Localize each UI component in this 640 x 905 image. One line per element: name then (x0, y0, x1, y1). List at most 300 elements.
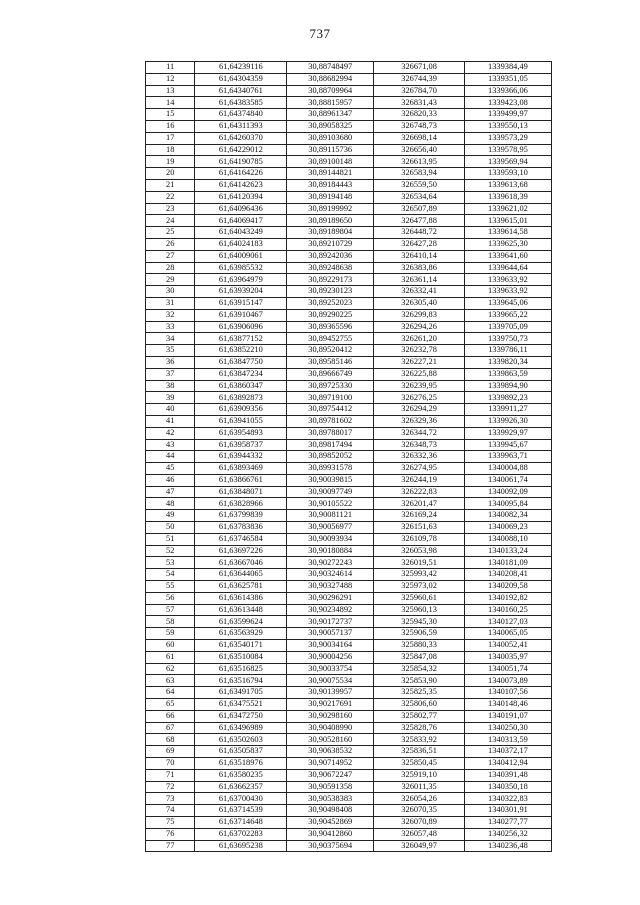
longitude-cell: 30,89115736 (287, 144, 374, 156)
table-row (146, 592, 552, 604)
y-coordinate-cell: 1339633,92 (464, 286, 551, 298)
point-number-cell: 23 (146, 203, 195, 215)
longitude-cell: 30,90075534 (287, 675, 374, 687)
latitude-cell: 61,63644065 (195, 569, 287, 581)
y-coordinate-cell: 1340035,97 (464, 651, 551, 663)
longitude-cell: 30,89585146 (287, 356, 374, 368)
latitude-cell: 61,63667046 (195, 557, 287, 569)
y-coordinate-cell: 1340148,46 (464, 699, 551, 711)
longitude-cell: 30,89230123 (287, 286, 374, 298)
latitude-cell: 61,63540171 (195, 640, 287, 652)
longitude-cell: 30,89100148 (287, 156, 374, 168)
longitude-cell: 30,90234892 (287, 604, 374, 616)
longitude-cell: 30,89754412 (287, 404, 374, 416)
x-coordinate-cell: 325906,59 (374, 628, 465, 640)
latitude-cell: 61,63614386 (195, 592, 287, 604)
x-coordinate-cell: 325836,51 (374, 746, 465, 758)
x-coordinate-cell: 325919,10 (374, 769, 465, 781)
y-coordinate-cell: 1340107,56 (464, 687, 551, 699)
x-coordinate-cell: 326225,88 (374, 368, 465, 380)
point-number-cell: 65 (146, 699, 195, 711)
longitude-cell: 30,89365596 (287, 321, 374, 333)
latitude-cell: 61,64009061 (195, 250, 287, 262)
x-coordinate-cell: 325853,90 (374, 675, 465, 687)
point-number-cell: 28 (146, 262, 195, 274)
longitude-cell: 30,90498408 (287, 805, 374, 817)
table-row (146, 427, 552, 439)
longitude-cell: 30,88748497 (287, 62, 374, 74)
point-number-cell: 67 (146, 722, 195, 734)
point-number-cell: 49 (146, 510, 195, 522)
y-coordinate-cell: 1340208,41 (464, 569, 551, 581)
x-coordinate-cell: 325833,92 (374, 734, 465, 746)
table-row (146, 710, 552, 722)
table-row (146, 463, 552, 475)
table-row (146, 392, 552, 404)
latitude-cell: 61,63475521 (195, 699, 287, 711)
y-coordinate-cell: 1339892,23 (464, 392, 551, 404)
point-number-cell: 13 (146, 85, 195, 97)
x-coordinate-cell: 325850,45 (374, 758, 465, 770)
y-coordinate-cell: 1340322,83 (464, 793, 551, 805)
latitude-cell: 61,64096436 (195, 203, 287, 215)
table-row (146, 297, 552, 309)
longitude-cell: 30,89781602 (287, 415, 374, 427)
y-coordinate-cell: 1340065,05 (464, 628, 551, 640)
point-number-cell: 72 (146, 781, 195, 793)
y-coordinate-cell: 1340256,32 (464, 828, 551, 840)
point-number-cell: 59 (146, 628, 195, 640)
table-row (146, 793, 552, 805)
table-row (146, 675, 552, 687)
x-coordinate-cell: 325880,33 (374, 640, 465, 652)
table-row (146, 699, 552, 711)
y-coordinate-cell: 1340301,91 (464, 805, 551, 817)
y-coordinate-cell: 1339929,97 (464, 427, 551, 439)
table-row (146, 356, 552, 368)
table-row (146, 722, 552, 734)
y-coordinate-cell: 1340372,17 (464, 746, 551, 758)
table-row (146, 156, 552, 168)
y-coordinate-cell: 1340127,03 (464, 616, 551, 628)
longitude-cell: 30,89520412 (287, 345, 374, 357)
table-row (146, 380, 552, 392)
point-number-cell: 75 (146, 817, 195, 829)
table-row (146, 817, 552, 829)
y-coordinate-cell: 1339578,95 (464, 144, 551, 156)
latitude-cell: 61,63877152 (195, 333, 287, 345)
x-coordinate-cell: 326784,70 (374, 85, 465, 97)
point-number-cell: 16 (146, 120, 195, 132)
longitude-cell: 30,89817494 (287, 439, 374, 451)
longitude-cell: 30,90272243 (287, 557, 374, 569)
longitude-cell: 30,90004256 (287, 651, 374, 663)
latitude-cell: 61,64043249 (195, 227, 287, 239)
table-row (146, 321, 552, 333)
latitude-cell: 61,63964979 (195, 274, 287, 286)
x-coordinate-cell: 326698,14 (374, 132, 465, 144)
latitude-cell: 61,63954893 (195, 427, 287, 439)
x-coordinate-cell: 326244,19 (374, 474, 465, 486)
table-row (146, 274, 552, 286)
latitude-cell: 61,64190785 (195, 156, 287, 168)
latitude-cell: 61,63915147 (195, 297, 287, 309)
x-coordinate-cell: 326070,35 (374, 805, 465, 817)
y-coordinate-cell: 1339615,01 (464, 215, 551, 227)
longitude-cell: 30,90672247 (287, 769, 374, 781)
longitude-cell: 30,90056977 (287, 522, 374, 534)
point-number-cell: 68 (146, 734, 195, 746)
point-number-cell: 17 (146, 132, 195, 144)
longitude-cell: 30,90412860 (287, 828, 374, 840)
longitude-cell: 30,89199992 (287, 203, 374, 215)
x-coordinate-cell: 326410,14 (374, 250, 465, 262)
x-coordinate-cell: 326070,89 (374, 817, 465, 829)
longitude-cell: 30,90033754 (287, 663, 374, 675)
table-row (146, 309, 552, 321)
point-number-cell: 70 (146, 758, 195, 770)
point-number-cell: 44 (146, 451, 195, 463)
x-coordinate-cell: 326049,97 (374, 840, 465, 852)
longitude-cell: 30,89103680 (287, 132, 374, 144)
point-number-cell: 55 (146, 581, 195, 593)
y-coordinate-cell: 1339786,11 (464, 345, 551, 357)
y-coordinate-cell: 1339945,67 (464, 439, 551, 451)
latitude-cell: 61,64340761 (195, 85, 287, 97)
table-row (146, 498, 552, 510)
x-coordinate-cell: 325854,32 (374, 663, 465, 675)
table-row (146, 451, 552, 463)
x-coordinate-cell: 326201,47 (374, 498, 465, 510)
table-row (146, 769, 552, 781)
x-coordinate-cell: 326299,83 (374, 309, 465, 321)
y-coordinate-cell: 1339911,27 (464, 404, 551, 416)
y-coordinate-cell: 1339384,49 (464, 62, 551, 74)
longitude-cell: 30,90528160 (287, 734, 374, 746)
y-coordinate-cell: 1339926,30 (464, 415, 551, 427)
x-coordinate-cell: 325802,77 (374, 710, 465, 722)
point-number-cell: 62 (146, 663, 195, 675)
x-coordinate-cell: 326534,64 (374, 191, 465, 203)
point-number-cell: 48 (146, 498, 195, 510)
y-coordinate-cell: 1340133,24 (464, 545, 551, 557)
x-coordinate-cell: 326232,78 (374, 345, 465, 357)
y-coordinate-cell: 1340082,34 (464, 510, 551, 522)
table-row (146, 628, 552, 640)
y-coordinate-cell: 1340088,10 (464, 533, 551, 545)
latitude-cell: 61,63909356 (195, 404, 287, 416)
point-number-cell: 14 (146, 97, 195, 109)
point-number-cell: 43 (146, 439, 195, 451)
longitude-cell: 30,90057137 (287, 628, 374, 640)
y-coordinate-cell: 1339625,30 (464, 238, 551, 250)
longitude-cell: 30,90327488 (287, 581, 374, 593)
longitude-cell: 30,90093934 (287, 533, 374, 545)
point-number-cell: 32 (146, 309, 195, 321)
latitude-cell: 61,63944332 (195, 451, 287, 463)
y-coordinate-cell: 1339863,59 (464, 368, 551, 380)
latitude-cell: 61,63714648 (195, 817, 287, 829)
latitude-cell: 61,63985532 (195, 262, 287, 274)
y-coordinate-cell: 1340061,74 (464, 474, 551, 486)
y-coordinate-cell: 1339641,60 (464, 250, 551, 262)
latitude-cell: 61,64069417 (195, 215, 287, 227)
latitude-cell: 61,63496989 (195, 722, 287, 734)
point-number-cell: 36 (146, 356, 195, 368)
x-coordinate-cell: 326559,50 (374, 179, 465, 191)
point-number-cell: 19 (146, 156, 195, 168)
longitude-cell: 30,89184443 (287, 179, 374, 191)
y-coordinate-cell: 1340192,82 (464, 592, 551, 604)
table-row (146, 616, 552, 628)
x-coordinate-cell: 325945,30 (374, 616, 465, 628)
x-coordinate-cell: 326656,40 (374, 144, 465, 156)
x-coordinate-cell: 326276,25 (374, 392, 465, 404)
point-number-cell: 30 (146, 286, 195, 298)
table-row (146, 545, 552, 557)
table-row (146, 781, 552, 793)
latitude-cell: 61,63563929 (195, 628, 287, 640)
page-number: 737 (309, 26, 331, 41)
latitude-cell: 61,63828966 (195, 498, 287, 510)
table-row (146, 168, 552, 180)
table-row (146, 474, 552, 486)
point-number-cell: 56 (146, 592, 195, 604)
point-number-cell: 38 (146, 380, 195, 392)
point-number-cell: 66 (146, 710, 195, 722)
y-coordinate-cell: 1340095,84 (464, 498, 551, 510)
latitude-cell: 61,64383585 (195, 97, 287, 109)
latitude-cell: 61,63958737 (195, 439, 287, 451)
longitude-cell: 30,89242036 (287, 250, 374, 262)
longitude-cell: 30,90217691 (287, 699, 374, 711)
table-row (146, 651, 552, 663)
table-row (146, 109, 552, 121)
latitude-cell: 61,63697226 (195, 545, 287, 557)
x-coordinate-cell: 326239,95 (374, 380, 465, 392)
longitude-cell: 30,90538383 (287, 793, 374, 805)
latitude-cell: 61,63866761 (195, 474, 287, 486)
point-number-cell: 54 (146, 569, 195, 581)
longitude-cell: 30,90097749 (287, 486, 374, 498)
x-coordinate-cell: 326019,51 (374, 557, 465, 569)
point-number-cell: 74 (146, 805, 195, 817)
point-number-cell: 57 (146, 604, 195, 616)
x-coordinate-cell: 326477,88 (374, 215, 465, 227)
point-number-cell: 46 (146, 474, 195, 486)
y-coordinate-cell: 1339644,64 (464, 262, 551, 274)
latitude-cell: 61,63599624 (195, 616, 287, 628)
longitude-cell: 30,90180884 (287, 545, 374, 557)
point-number-cell: 33 (146, 321, 195, 333)
point-number-cell: 41 (146, 415, 195, 427)
x-coordinate-cell: 326613,95 (374, 156, 465, 168)
x-coordinate-cell: 326332,41 (374, 286, 465, 298)
table-row (146, 132, 552, 144)
y-coordinate-cell: 1340160,25 (464, 604, 551, 616)
coordinates-table-body (146, 62, 552, 852)
table-row (146, 439, 552, 451)
point-number-cell: 29 (146, 274, 195, 286)
latitude-cell: 61,63892873 (195, 392, 287, 404)
y-coordinate-cell: 1339499,97 (464, 109, 551, 121)
longitude-cell: 30,90296291 (287, 592, 374, 604)
latitude-cell: 61,63580235 (195, 769, 287, 781)
y-coordinate-cell: 1340313,59 (464, 734, 551, 746)
y-coordinate-cell: 1340181,09 (464, 557, 551, 569)
latitude-cell: 61,63939204 (195, 286, 287, 298)
table-row (146, 404, 552, 416)
table-row (146, 840, 552, 852)
x-coordinate-cell: 326222,83 (374, 486, 465, 498)
table-row (146, 581, 552, 593)
latitude-cell: 61,64304359 (195, 73, 287, 85)
x-coordinate-cell: 326261,20 (374, 333, 465, 345)
y-coordinate-cell: 1340350,18 (464, 781, 551, 793)
point-number-cell: 31 (146, 297, 195, 309)
y-coordinate-cell: 1340391,48 (464, 769, 551, 781)
longitude-cell: 30,90591358 (287, 781, 374, 793)
table-row (146, 640, 552, 652)
x-coordinate-cell: 326305,40 (374, 297, 465, 309)
table-row (146, 250, 552, 262)
y-coordinate-cell: 1339621,02 (464, 203, 551, 215)
table-row (146, 345, 552, 357)
latitude-cell: 61,63518976 (195, 758, 287, 770)
latitude-cell: 61,64374840 (195, 109, 287, 121)
table-row (146, 144, 552, 156)
x-coordinate-cell: 326294,29 (374, 404, 465, 416)
latitude-cell: 61,63893469 (195, 463, 287, 475)
latitude-cell: 61,63783836 (195, 522, 287, 534)
point-number-cell: 69 (146, 746, 195, 758)
y-coordinate-cell: 1339618,39 (464, 191, 551, 203)
longitude-cell: 30,89248638 (287, 262, 374, 274)
latitude-cell: 61,64024183 (195, 238, 287, 250)
y-coordinate-cell: 1340191,07 (464, 710, 551, 722)
x-coordinate-cell: 326169,24 (374, 510, 465, 522)
x-coordinate-cell: 326274,95 (374, 463, 465, 475)
longitude-cell: 30,89725330 (287, 380, 374, 392)
table-row (146, 227, 552, 239)
longitude-cell: 30,89189650 (287, 215, 374, 227)
longitude-cell: 30,89194148 (287, 191, 374, 203)
x-coordinate-cell: 326011,35 (374, 781, 465, 793)
x-coordinate-cell: 326227,21 (374, 356, 465, 368)
longitude-cell: 30,90139957 (287, 687, 374, 699)
x-coordinate-cell: 326294,26 (374, 321, 465, 333)
point-number-cell: 40 (146, 404, 195, 416)
y-coordinate-cell: 1340092,09 (464, 486, 551, 498)
table-row (146, 62, 552, 74)
table-row (146, 486, 552, 498)
point-number-cell: 15 (146, 109, 195, 121)
x-coordinate-cell: 326448,72 (374, 227, 465, 239)
x-coordinate-cell: 325806,60 (374, 699, 465, 711)
point-number-cell: 76 (146, 828, 195, 840)
longitude-cell: 30,89290225 (287, 309, 374, 321)
y-coordinate-cell: 1339665,22 (464, 309, 551, 321)
latitude-cell: 61,63516825 (195, 663, 287, 675)
latitude-cell: 61,64120394 (195, 191, 287, 203)
table-row (146, 333, 552, 345)
y-coordinate-cell: 1340209,58 (464, 581, 551, 593)
latitude-cell: 61,64164226 (195, 168, 287, 180)
latitude-cell: 61,63613448 (195, 604, 287, 616)
table-row (146, 286, 552, 298)
y-coordinate-cell: 1340052,41 (464, 640, 551, 652)
y-coordinate-cell: 1339423,08 (464, 97, 551, 109)
x-coordinate-cell: 325993,42 (374, 569, 465, 581)
y-coordinate-cell: 1340004,88 (464, 463, 551, 475)
y-coordinate-cell: 1340412,94 (464, 758, 551, 770)
y-coordinate-cell: 1340236,48 (464, 840, 551, 852)
x-coordinate-cell: 326748,73 (374, 120, 465, 132)
longitude-cell: 30,89788017 (287, 427, 374, 439)
table-row (146, 415, 552, 427)
y-coordinate-cell: 1339366,06 (464, 85, 551, 97)
point-number-cell: 24 (146, 215, 195, 227)
latitude-cell: 61,63799839 (195, 510, 287, 522)
longitude-cell: 30,88682994 (287, 73, 374, 85)
longitude-cell: 30,90105522 (287, 498, 374, 510)
latitude-cell: 61,63662357 (195, 781, 287, 793)
point-number-cell: 22 (146, 191, 195, 203)
table-row (146, 179, 552, 191)
point-number-cell: 12 (146, 73, 195, 85)
longitude-cell: 30,90081121 (287, 510, 374, 522)
x-coordinate-cell: 326671,08 (374, 62, 465, 74)
x-coordinate-cell: 326054,26 (374, 793, 465, 805)
y-coordinate-cell: 1339820,34 (464, 356, 551, 368)
point-number-cell: 73 (146, 793, 195, 805)
point-number-cell: 18 (146, 144, 195, 156)
longitude-cell: 30,88961347 (287, 109, 374, 121)
latitude-cell: 61,63852210 (195, 345, 287, 357)
y-coordinate-cell: 1339894,90 (464, 380, 551, 392)
longitude-cell: 30,90714952 (287, 758, 374, 770)
table-row (146, 522, 552, 534)
longitude-cell: 30,89931578 (287, 463, 374, 475)
table-row (146, 368, 552, 380)
coordinates-table (145, 61, 552, 852)
longitude-cell: 30,90034164 (287, 640, 374, 652)
x-coordinate-cell: 325973,02 (374, 581, 465, 593)
longitude-cell: 30,90324614 (287, 569, 374, 581)
table-row (146, 120, 552, 132)
point-number-cell: 71 (146, 769, 195, 781)
point-number-cell: 45 (146, 463, 195, 475)
y-coordinate-cell: 1339613,68 (464, 179, 551, 191)
point-number-cell: 61 (146, 651, 195, 663)
table-row (146, 73, 552, 85)
latitude-cell: 61,63941055 (195, 415, 287, 427)
longitude-cell: 30,89252023 (287, 297, 374, 309)
x-coordinate-cell: 326151,63 (374, 522, 465, 534)
table-row (146, 746, 552, 758)
point-number-cell: 47 (146, 486, 195, 498)
latitude-cell: 61,64260370 (195, 132, 287, 144)
latitude-cell: 61,63910467 (195, 309, 287, 321)
y-coordinate-cell: 1339550,13 (464, 120, 551, 132)
point-number-cell: 64 (146, 687, 195, 699)
latitude-cell: 61,63625781 (195, 581, 287, 593)
point-number-cell: 35 (146, 345, 195, 357)
point-number-cell: 11 (146, 62, 195, 74)
y-coordinate-cell: 1339750,73 (464, 333, 551, 345)
point-number-cell: 77 (146, 840, 195, 852)
point-number-cell: 34 (146, 333, 195, 345)
